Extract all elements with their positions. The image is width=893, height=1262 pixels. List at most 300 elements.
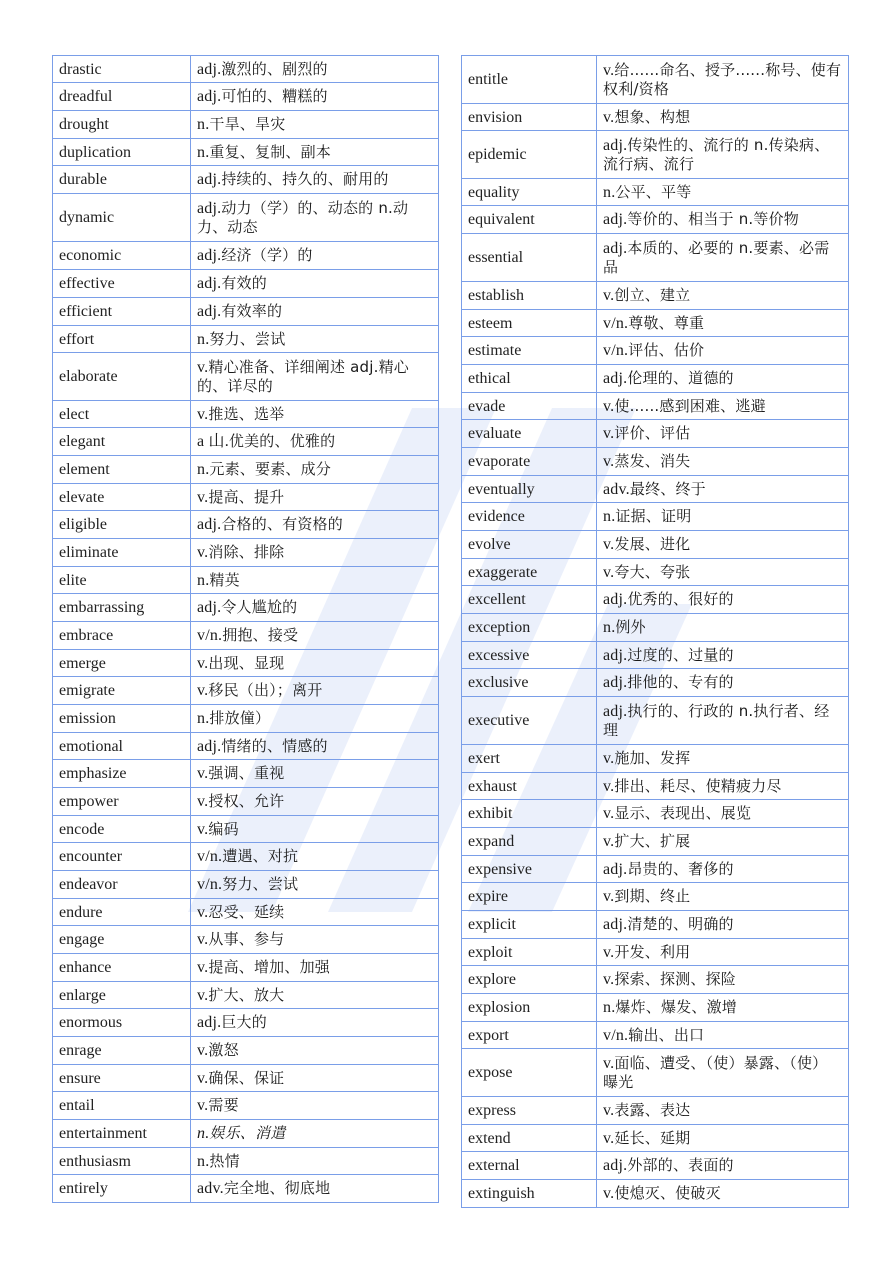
part-of-speech: v. [603,971,615,988]
vocab-word: enthusiasm [53,1148,191,1175]
part-of-speech: v. [603,1129,615,1147]
chinese-gloss: 清楚的、明确的 [627,915,734,933]
chinese-gloss: 扩大、放大 [208,985,285,1004]
part-of-speech: n. [197,330,210,348]
table-row [53,677,439,705]
chinese-gloss: 遭遇、对抗 [222,847,299,865]
part-of-speech: v. [197,682,209,699]
part-of-speech: v. [197,358,209,376]
part-of-speech: n. [603,508,616,525]
table-row [462,911,849,939]
vocab-word: emigrate [53,677,191,705]
vocab-definition [597,206,849,234]
chinese-gloss: 移民（出）；离开 [208,681,323,699]
vocab-word: exclusive [462,669,597,697]
vocab-definition [597,614,849,642]
vocab-word: essential [462,234,597,282]
vocab-definition [191,326,439,353]
part-of-speech: v. [197,488,209,506]
vocab-definition [597,642,849,669]
table-row [53,926,439,954]
part-of-speech: v. [603,777,615,795]
part-of-speech: v. [603,1054,615,1072]
table-row [462,393,849,420]
part-of-speech: adv. [197,1180,224,1197]
chinese-gloss: 强调、重视 [208,764,285,782]
part-of-speech: v. [603,750,615,767]
table-row [53,622,439,650]
part-of-speech: adj. [603,916,628,933]
table-row [462,310,849,337]
part-of-speech: v. [603,453,615,470]
vocab-word: durable [53,166,191,194]
part-of-speech: v. [197,1042,209,1059]
part-of-speech: adj. [603,239,628,257]
vocab-word: extend [462,1125,597,1152]
chinese-gloss: 动力（学）的、动态的 n.动力、动态 [197,198,409,236]
part-of-speech: v. [197,765,209,782]
table-row [462,559,849,586]
vocab-word: explicit [462,911,597,939]
table-row [53,1175,439,1203]
vocab-word: evaporate [462,448,597,476]
vocab-definition [191,1175,439,1203]
part-of-speech: v/n. [603,314,629,332]
table-row [53,111,439,139]
part-of-speech: n. [603,619,616,636]
table-row [462,642,849,669]
table-row [53,871,439,899]
vocab-word: evaluate [462,420,597,448]
chinese-gloss: 精心准备、详细阐述 adj.精心的、详尽的 [197,357,409,395]
part-of-speech: adj. [197,171,222,188]
table-row [462,1097,849,1125]
chinese-gloss: 努力、尝试 [222,875,299,893]
chinese-gloss: 拥抱、接受 [222,626,299,644]
vocab-definition [191,677,439,705]
chinese-gloss: 有效率的 [221,302,283,320]
vocab-definition [597,559,849,586]
vocab-definition [597,939,849,966]
part-of-speech: adj. [197,303,222,320]
table-row [462,179,849,206]
vocab-definition [597,856,849,883]
vocab-definition [191,511,439,539]
vocab-word: external [462,1152,597,1180]
vocab-word: embarrassing [53,594,191,622]
part-of-speech: n. [197,143,210,161]
part-of-speech: v. [197,903,209,921]
chinese-gloss: 昂贵的、奢侈的 [627,859,734,878]
vocab-word: duplication [53,139,191,166]
table-row [462,828,849,856]
table-row [462,1180,849,1208]
vocab-definition [597,476,849,503]
chinese-gloss: 从事、参与 [208,930,285,948]
part-of-speech: adj. [603,860,628,878]
part-of-speech: adv. [603,480,630,498]
vocab-definition [191,166,439,194]
chinese-gloss: 例外 [615,618,646,636]
table-row [462,856,849,883]
chinese-gloss: 外部的、表面的 [627,1156,734,1174]
vocab-definition [191,733,439,760]
table-row [53,899,439,926]
chinese-gloss: 干旱、旱灾 [209,115,286,133]
table-row [462,939,849,966]
vocab-definition [191,242,439,270]
vocab-word: evade [462,393,597,420]
part-of-speech: adj. [197,247,222,264]
part-of-speech: v. [603,805,615,822]
part-of-speech: v. [603,563,615,581]
vocab-definition [597,1125,849,1152]
chinese-gloss: 努力、尝试 [209,329,286,348]
vocab-word: enrage [53,1037,191,1065]
chinese-gloss: 情绪的、情感的 [221,736,328,755]
vocab-definition [597,669,849,697]
vocab-word: entail [53,1092,191,1120]
vocab-definition [597,179,849,206]
table-row [462,56,849,104]
chinese-gloss: 激怒 [208,1041,239,1059]
vocab-word: ensure [53,1065,191,1092]
vocab-word: equality [462,179,597,206]
vocab-word: expose [462,1049,597,1097]
chinese-gloss: 使熄灭、使破灭 [614,1184,721,1202]
chinese-gloss: 公平、平等 [615,182,692,201]
part-of-speech: v. [197,544,209,561]
table-row [53,539,439,567]
vocab-definition [597,282,849,310]
table-row [462,131,849,179]
table-row [53,298,439,326]
vocab-definition [191,705,439,733]
table-row [462,745,849,773]
vocab-definition [191,83,439,111]
part-of-speech: adj. [197,737,222,755]
part-of-speech: v/n. [197,876,223,893]
table-row [462,966,849,994]
part-of-speech: n. [603,999,616,1016]
vocab-definition [597,365,849,393]
chinese-gloss: 排放僮） [209,709,271,727]
table-row [53,484,439,511]
part-of-speech: adj. [603,674,628,691]
vocab-definition [597,503,849,531]
vocab-definition [597,531,849,559]
vocab-word: endure [53,899,191,926]
table-row [53,428,439,456]
table-row [462,234,849,282]
vocab-definition [597,911,849,939]
chinese-gloss: 最终、终于 [629,479,706,498]
chinese-gloss: 证据、证明 [615,507,692,525]
table-row [462,531,849,559]
part-of-speech: adj. [197,1014,222,1031]
vocab-word: drastic [53,56,191,83]
table-row [462,800,849,828]
vocab-definition [191,456,439,484]
vocab-definition [597,773,849,800]
chinese-gloss: 发展、进化 [614,535,691,553]
table-row [462,206,849,234]
vocab-word: export [462,1022,597,1049]
part-of-speech: v/n. [197,627,223,644]
table-row [53,594,439,622]
table-row [53,326,439,353]
vocab-definition [597,1049,849,1097]
vocab-definition [597,393,849,420]
table-row [462,1049,849,1097]
table-row [462,697,849,745]
vocab-definition [191,139,439,166]
vocab-definition [597,131,849,179]
table-row [462,503,849,531]
chinese-gloss: 精英 [209,570,240,589]
chinese-gloss: 需要 [208,1096,239,1114]
chinese-gloss: 想象、构想 [614,107,691,126]
part-of-speech: v. [603,61,615,79]
vocab-definition [191,1092,439,1120]
vocab-word: explore [462,966,597,994]
table-row [53,816,439,843]
table-row [53,511,439,539]
vocab-definition [191,816,439,843]
table-row [462,669,849,697]
table-row [462,1022,849,1049]
table-row [53,353,439,401]
table-row [462,614,849,642]
table-row [53,1009,439,1037]
chinese-gloss: 显示、表现出、展览 [614,804,752,822]
chinese-gloss: 重复、复制、副本 [209,142,332,161]
part-of-speech: adj. [197,88,222,105]
vocab-word: eventually [462,476,597,503]
vocab-word: equivalent [462,206,597,234]
vocab-word: dynamic [53,194,191,242]
chinese-gloss: 评估、估价 [628,341,705,359]
table-row [53,1065,439,1092]
part-of-speech: n. [197,116,210,133]
chinese-gloss: 施加、发挥 [614,749,691,767]
chinese-gloss: 热情 [209,1151,240,1170]
chinese-gloss: 过度的、过量的 [627,645,734,664]
vocab-definition [597,337,849,365]
part-of-speech: v. [197,986,209,1004]
chinese-gloss: 本质的、必要的 n.要素、必需品 [603,238,830,276]
part-of-speech: v. [603,1185,615,1202]
chinese-gloss: 爆炸、爆发、激增 [615,998,738,1016]
vocab-definition [597,420,849,448]
part-of-speech: v/n. [197,848,223,865]
chinese-gloss: 面临、遭受、（使）暴露、（使）曝光 [603,1053,828,1091]
vocab-word: emerge [53,650,191,677]
chinese-gloss: 完全地、彻底地 [223,1179,331,1197]
chinese-gloss: 有效的 [221,274,267,292]
vocab-word: extinguish [462,1180,597,1208]
table-row [53,567,439,594]
part-of-speech: adj. [603,702,628,720]
part-of-speech: v. [603,888,615,905]
part-of-speech: v. [197,959,209,976]
vocab-word: excessive [462,642,597,669]
chinese-gloss: 延长、延期 [614,1128,691,1147]
part-of-speech: adj. [603,1157,628,1174]
table-row [462,104,849,131]
vocab-table-left-body [53,56,439,1203]
part-of-speech: v. [603,1102,615,1119]
table-row [462,1125,849,1152]
vocab-word: envision [462,104,597,131]
vocab-word: effective [53,270,191,298]
vocab-definition [191,1148,439,1175]
vocab-word: engage [53,926,191,954]
vocab-definition [191,926,439,954]
part-of-speech: adj. [603,136,628,154]
vocab-definition [191,1065,439,1092]
vocab-definition [597,586,849,614]
vocab-word: effort [53,326,191,353]
part-of-speech: adj. [197,60,222,78]
table-row [53,733,439,760]
vocab-word: enormous [53,1009,191,1037]
vocab-definition [191,539,439,567]
vocab-definition [191,1009,439,1037]
vocab-word: eligible [53,511,191,539]
vocab-definition [191,401,439,428]
vocab-word: encounter [53,843,191,871]
vocab-definition [597,966,849,994]
table-row [53,954,439,982]
chinese-gloss: 巨大的 [221,1013,267,1031]
vocab-word: explosion [462,994,597,1022]
chinese-gloss: 经济（学）的 [221,246,313,264]
vocab-definition [191,843,439,871]
vocab-word: empower [53,788,191,816]
vocab-word: enlarge [53,982,191,1009]
vocab-word: eliminate [53,539,191,567]
vocab-word: exaggerate [462,559,597,586]
part-of-speech: adj. [603,646,628,664]
vocab-word: epidemic [462,131,597,179]
vocab-definition [597,104,849,131]
table-row [53,650,439,677]
part-of-speech: v. [603,833,615,850]
vocab-word: elaborate [53,353,191,401]
part-of-speech: n. [197,1152,210,1170]
chinese-gloss: 创立、建立 [614,286,691,304]
part-of-speech: adj. [603,211,628,228]
vocab-definition [191,567,439,594]
table-row [53,705,439,733]
chinese-gloss: 优美的、优雅的 [228,432,336,450]
chinese-gloss: 伦理的、道德的 [627,369,734,387]
vocab-definition [191,760,439,788]
vocab-word: executive [462,697,597,745]
part-of-speech: v. [197,793,209,810]
vocab-word: expand [462,828,597,856]
chinese-gloss: 使......感到困难、逃避 [614,396,766,415]
table-row [462,337,849,365]
chinese-gloss: 等价的、相当于 n.等价物 [627,210,800,228]
part-of-speech: v. [197,1069,209,1087]
table-row [462,773,849,800]
vocab-word: element [53,456,191,484]
vocab-definition [191,111,439,139]
table-row [53,270,439,298]
vocab-word: exploit [462,939,597,966]
part-of-speech: v/n. [603,1026,629,1044]
vocab-word: expensive [462,856,597,883]
part-of-speech: v/n. [603,342,629,359]
vocab-word: evolve [462,531,597,559]
vocab-definition [597,883,849,911]
vocab-word: estimate [462,337,597,365]
table-row [53,83,439,111]
chinese-gloss: 探索、探测、探险 [614,970,736,988]
chinese-gloss: 评价、评估 [614,424,691,442]
vocab-definition [191,594,439,622]
vocab-definition [597,1152,849,1180]
vocab-word: drought [53,111,191,139]
table-row [53,1037,439,1065]
table-row [53,760,439,788]
vocab-word: elect [53,401,191,428]
table-row [462,420,849,448]
vocab-definition [191,1037,439,1065]
vocab-definition [597,310,849,337]
part-of-speech: v. [197,654,209,672]
vocab-word: elite [53,567,191,594]
vocab-word: elegant [53,428,191,456]
vocab-word: economic [53,242,191,270]
part-of-speech: v. [603,943,615,961]
vocab-word: esteem [462,310,597,337]
table-row [462,448,849,476]
vocab-word: entertainment [53,1120,191,1148]
vocab-word: emission [53,705,191,733]
vocab-word: exception [462,614,597,642]
table-row [53,456,439,484]
part-of-speech: v. [197,931,209,948]
vocab-definition [191,353,439,401]
chinese-gloss: 执行的、行政的 n.执行者、经理 [603,701,830,739]
vocab-word: evidence [462,503,597,531]
table-row [462,282,849,310]
vocab-definition [597,234,849,282]
vocab-definition [597,994,849,1022]
part-of-speech: adj. [197,599,222,616]
part-of-speech: v. [603,425,615,442]
chinese-gloss: 尊敬、尊重 [628,313,705,332]
chinese-gloss: 忍受、延续 [208,902,285,921]
vocab-word: dreadful [53,83,191,111]
chinese-gloss: 元素、要素、成分 [209,460,332,478]
chinese-gloss: 编码 [208,819,239,838]
chinese-gloss: 开发、利用 [614,942,691,961]
part-of-speech: v. [603,108,615,126]
chinese-gloss: 确保、保证 [208,1068,285,1087]
vocab-word: embrace [53,622,191,650]
table-row [462,1152,849,1180]
vocab-definition [597,448,849,476]
vocab-definition [597,697,849,745]
chinese-gloss: 持续的、持久的、耐用的 [221,170,389,188]
vocab-word: exert [462,745,597,773]
part-of-speech: adj. [197,199,222,217]
part-of-speech: v. [603,287,615,304]
